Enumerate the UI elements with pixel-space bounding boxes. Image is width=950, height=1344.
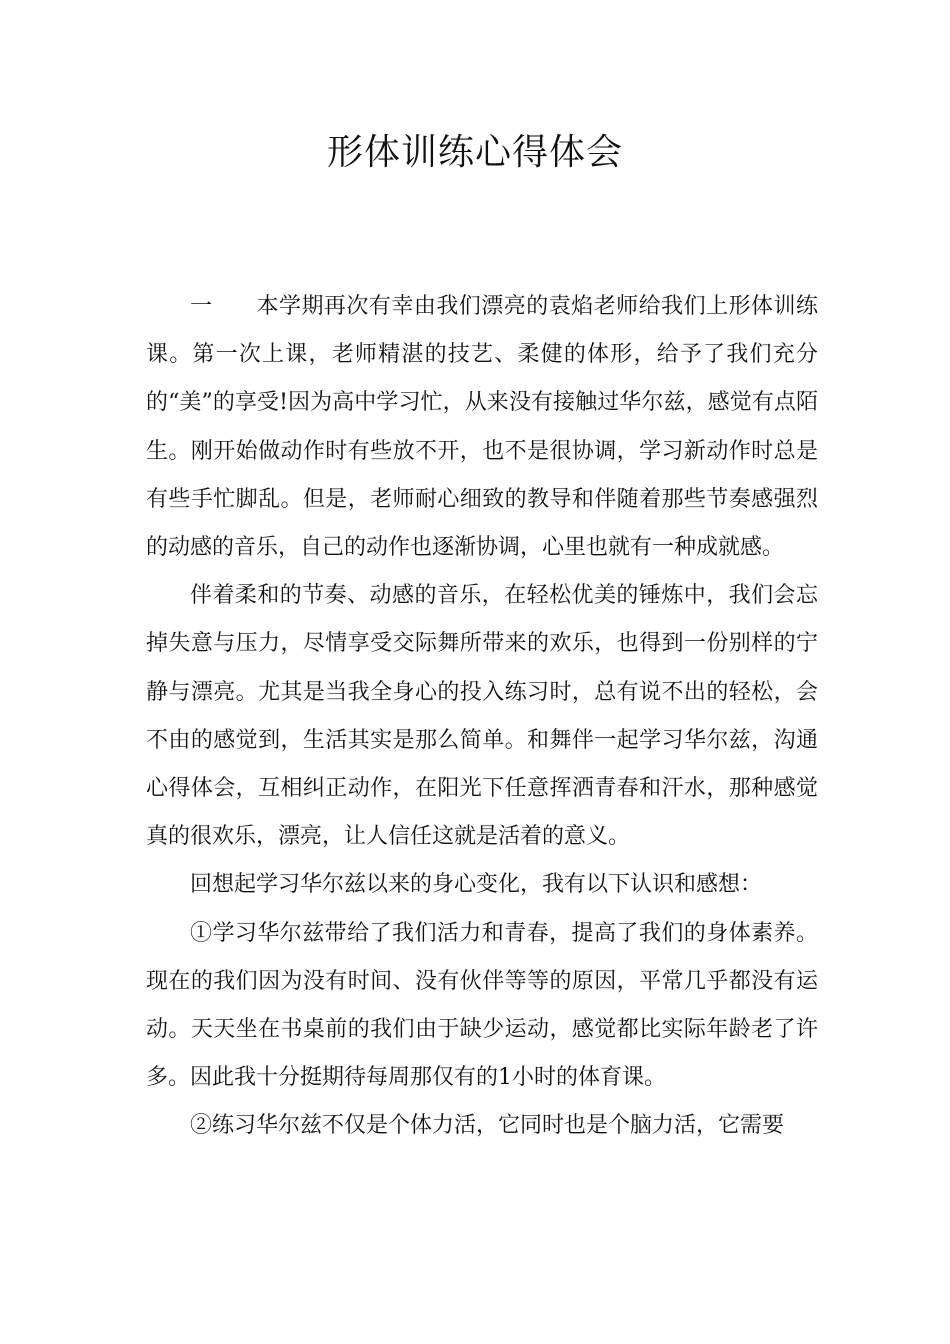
page-title: 形体训练心得体会 xyxy=(326,132,623,173)
section-marker: 一 xyxy=(190,294,213,319)
paragraph-3: 回想起学习华尔兹以来的身心变化，我有以下认识和感想： xyxy=(190,872,763,898)
paragraph-1-text: 本学期再次有幸由我们漂亮的袁焰老师给我们上形体训练课。第一次上课，老师精湛的技艺、柔健的体形，给予了我们充分的“美”的享受!因为高中学习忙，从来没有接触过华尔兹，感觉有点陌生。刚开始做动作时有些放不开，也不是很协调，学习新动作时总是有些手忙脚乱。但是，老师耐心细致的教导和伴随着那些节奏感强烈的动感的音乐，自己的动作也逐渐协调，心里也就有一种成就感。 xyxy=(146,294,818,561)
paragraph-4: ①学习华尔兹带给了我们活力和青春，提高了我们的身体素养。现在的我们因为没有时间、没有伙伴等等的原因，平常几乎都没有运动。天天坐在书桌前的我们由于缺少运动，感觉都比实际年龄老了许多。因此我十分挺期待每周那仅有的1小时的体育课。 xyxy=(146,920,818,1091)
document-body xyxy=(146,283,818,1151)
paragraph-1 xyxy=(146,283,818,572)
paragraph-5: ②练习华尔兹不仅是个体力活，它同时也是个脑力活，它需要 xyxy=(190,1113,785,1139)
paragraph-2: 伴着柔和的节奏、动感的音乐，在轻松优美的锤炼中，我们会忘掉失意与压力，尽情享受交际舞所带来的欢乐，也得到一份别样的宁静与漂亮。尤其是当我全身心的投入练习时，总有说不出的轻松，会不由的感觉到，生活其实是那么简单。和舞伴一起学习华尔兹，沟通心得体会，互相纠正动作，在阳光下任意挥洒青春和汗水，那种感觉真的很欢乐，漂亮，让人信任这就是活着的意义。 xyxy=(146,583,818,850)
